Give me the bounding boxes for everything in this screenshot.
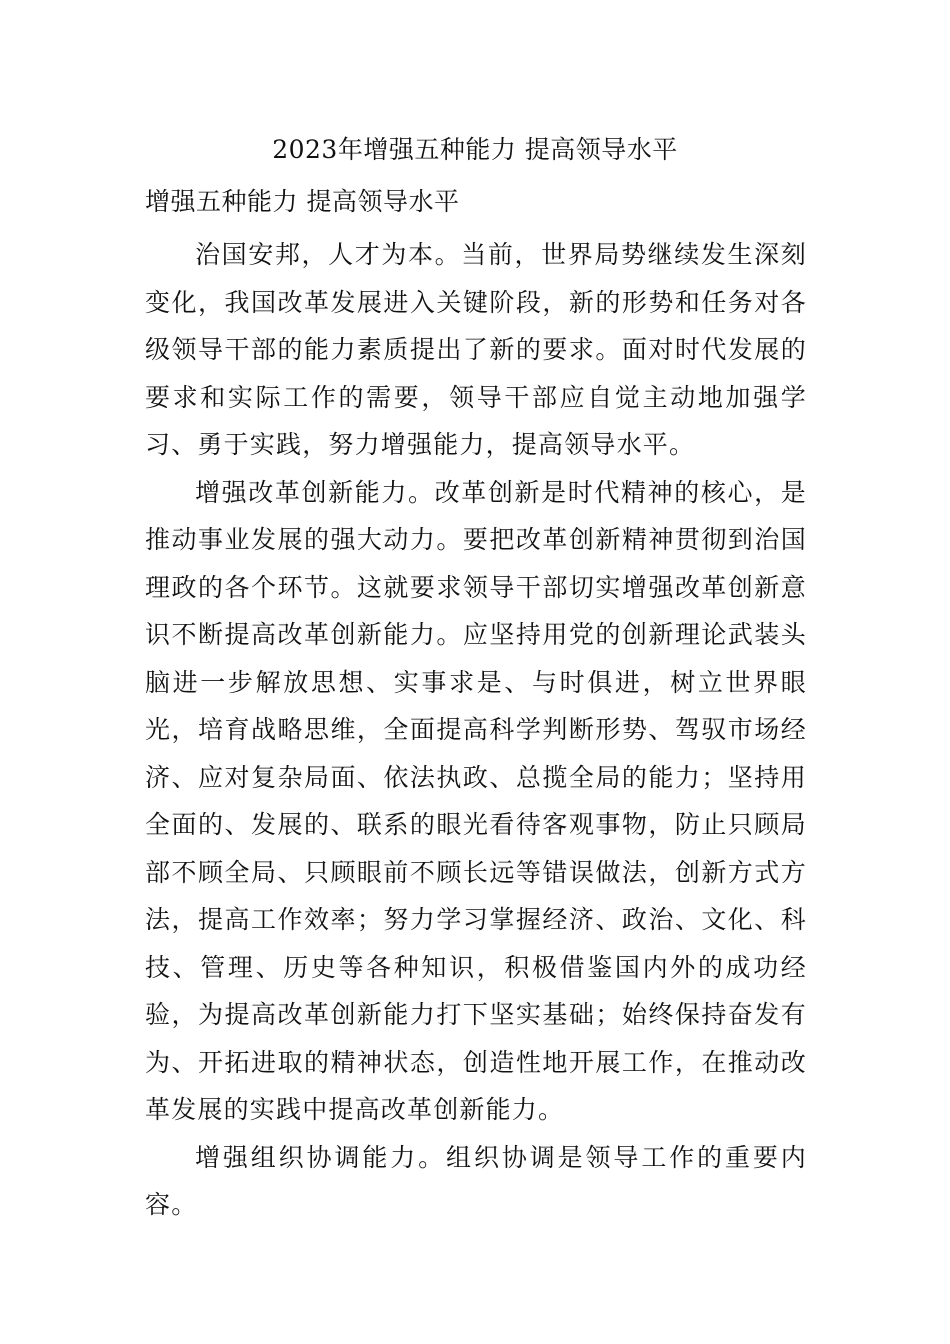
paragraph-intro: 治国安邦，人才为本。当前，世界局势继续发生深刻变化，我国改革发展进入关键阶段，新的形势和任务对各级领导干部的能力素质提出了新的要求。面对时代发展的要求和实际工作的需要，领导干部应自觉主动地加强学习、勇于实践，努力增强能力，提高领导水平。 — [145, 240, 807, 459]
document-title: 2023年增强五种能力 提高领导水平 — [272, 135, 678, 164]
document-subtitle: 增强五种能力 提高领导水平 — [145, 187, 460, 216]
paragraph-reform-innovation: 增强改革创新能力。改革创新是时代精神的核心，是推动事业发展的强大动力。要把改革创新精神贯彻到治国理政的各个环节。这就要求领导干部切实增强改革创新意识不断提高改革创新能力。应坚持用党的创新理论武装头脑进一步解放思想、实事求是、与时俱进，树立世界眼光，培育战略思维，全面提高科学判断形势、驾驭市场经济、应对复杂局面、依法执政、总揽全局的能力；坚持用全面的、发展的、联系的眼光看待客观事物，防止只顾局部不顾全局、只顾眼前不顾长远等错误做法，创新方式方法，提高工作效率；努力学习掌握经济、政治、文化、科技、管理、历史等各种知识，积极借鉴国内外的成功经验，为提高改革创新能力打下坚实基础；始终保持奋发有为、开拓进取的精神状态，创造性地开展工作，在推动改革发展的实践中提高改革创新能力。 — [145, 477, 807, 1124]
paragraph-organization-coordination: 增强组织协调能力。组织协调是领导工作的重要内容。 — [145, 1142, 807, 1219]
document-body — [145, 231, 807, 1229]
